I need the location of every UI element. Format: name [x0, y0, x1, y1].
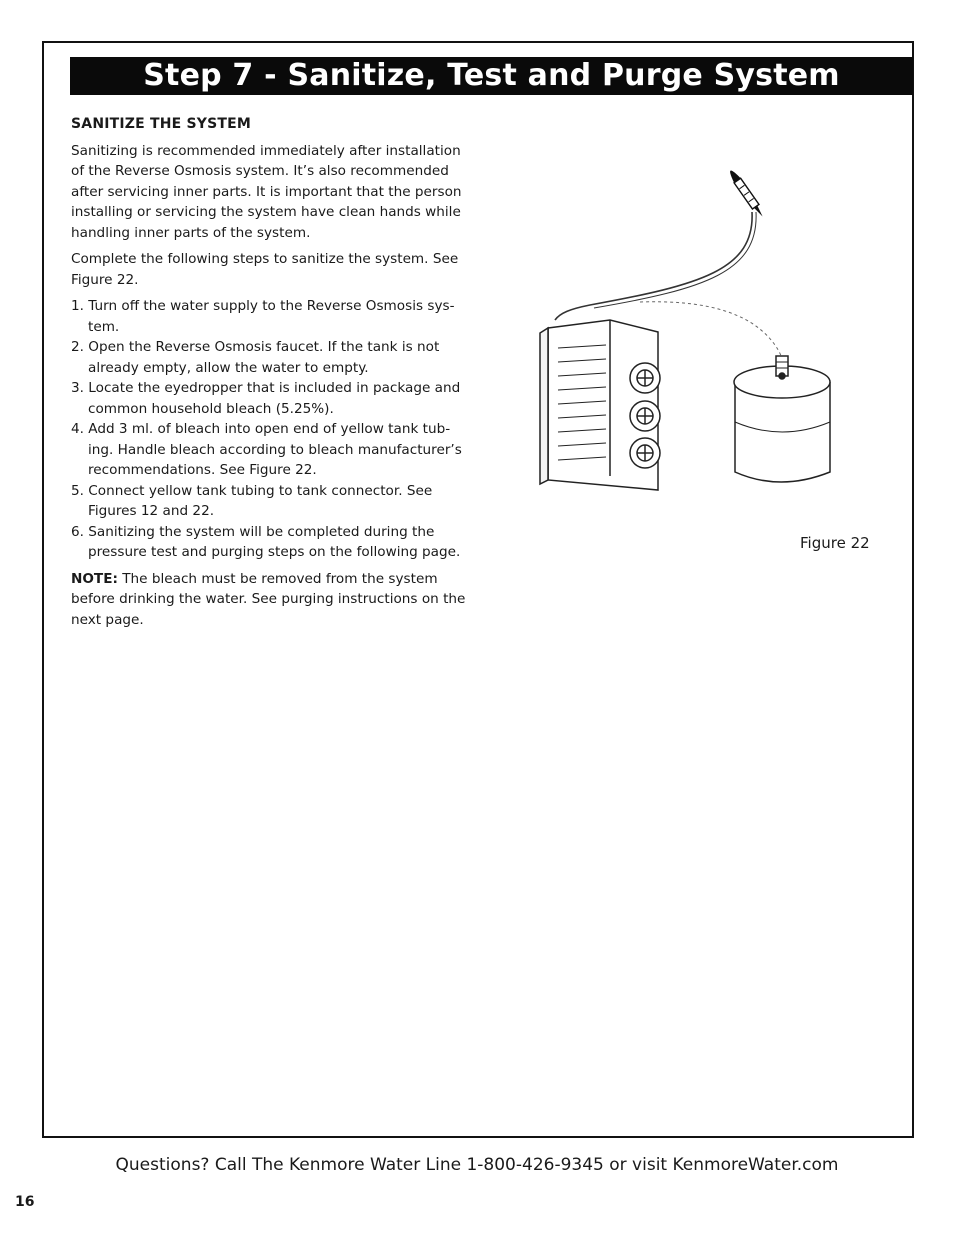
page-title: Step 7 - Sanitize, Test and Purge System	[70, 57, 913, 95]
tubing-line	[555, 212, 752, 320]
steps-list	[71, 296, 471, 563]
intro-paragraph: Sanitizing is recommended immediately after installation of the Reverse Osmosis system. It’s also recommended after servicing inner parts. It is important that the person installing or servicing the system have clean hands while handling inner parts of the system.	[71, 142, 462, 241]
tubing-dashed	[640, 302, 783, 362]
list-item: 1. Turn off the water supply to the Reverse Osmosis sys-tem.	[71, 298, 455, 335]
note-text: The bleach must be removed from the system before drinking the water. See purging instructions on the next page.	[71, 570, 466, 628]
eyedropper-icon	[727, 168, 766, 218]
list-item: 6. Sanitizing the system will be completed during the pressure test and purging steps on the following page.	[71, 523, 461, 560]
page-number: 16	[15, 1194, 35, 1210]
storage-tank	[734, 356, 830, 482]
list-item: 5. Connect yellow tank tubing to tank connector. See Figures 12 and 22.	[71, 482, 433, 519]
sanitize-section	[71, 114, 471, 636]
note-paragraph	[71, 569, 471, 631]
ro-unit	[540, 320, 660, 490]
figure-caption: Figure 22	[800, 534, 870, 552]
note-label: NOTE:	[71, 570, 118, 587]
lead-paragraph: Complete the following steps to sanitize the system. See Figure 22.	[71, 251, 459, 288]
footer-contact: Questions? Call The Kenmore Water Line 1-800-426-9345 or visit KenmoreWater.com	[115, 1155, 839, 1175]
list-item: 4. Add 3 ml. of bleach into open end of yellow tank tub-ing. Handle bleach according to bleach manufacturer’s recommendations. See Figure 22.	[71, 421, 462, 478]
figure-22-illustration	[530, 150, 860, 500]
section-heading: SANITIZE THE SYSTEM	[71, 116, 252, 132]
list-item: 3. Locate the eyedropper that is included in package and common household bleach (5.25%).	[71, 380, 461, 417]
list-item: 2. Open the Reverse Osmosis faucet. If the tank is not already empty, allow the water to empty.	[71, 339, 440, 376]
